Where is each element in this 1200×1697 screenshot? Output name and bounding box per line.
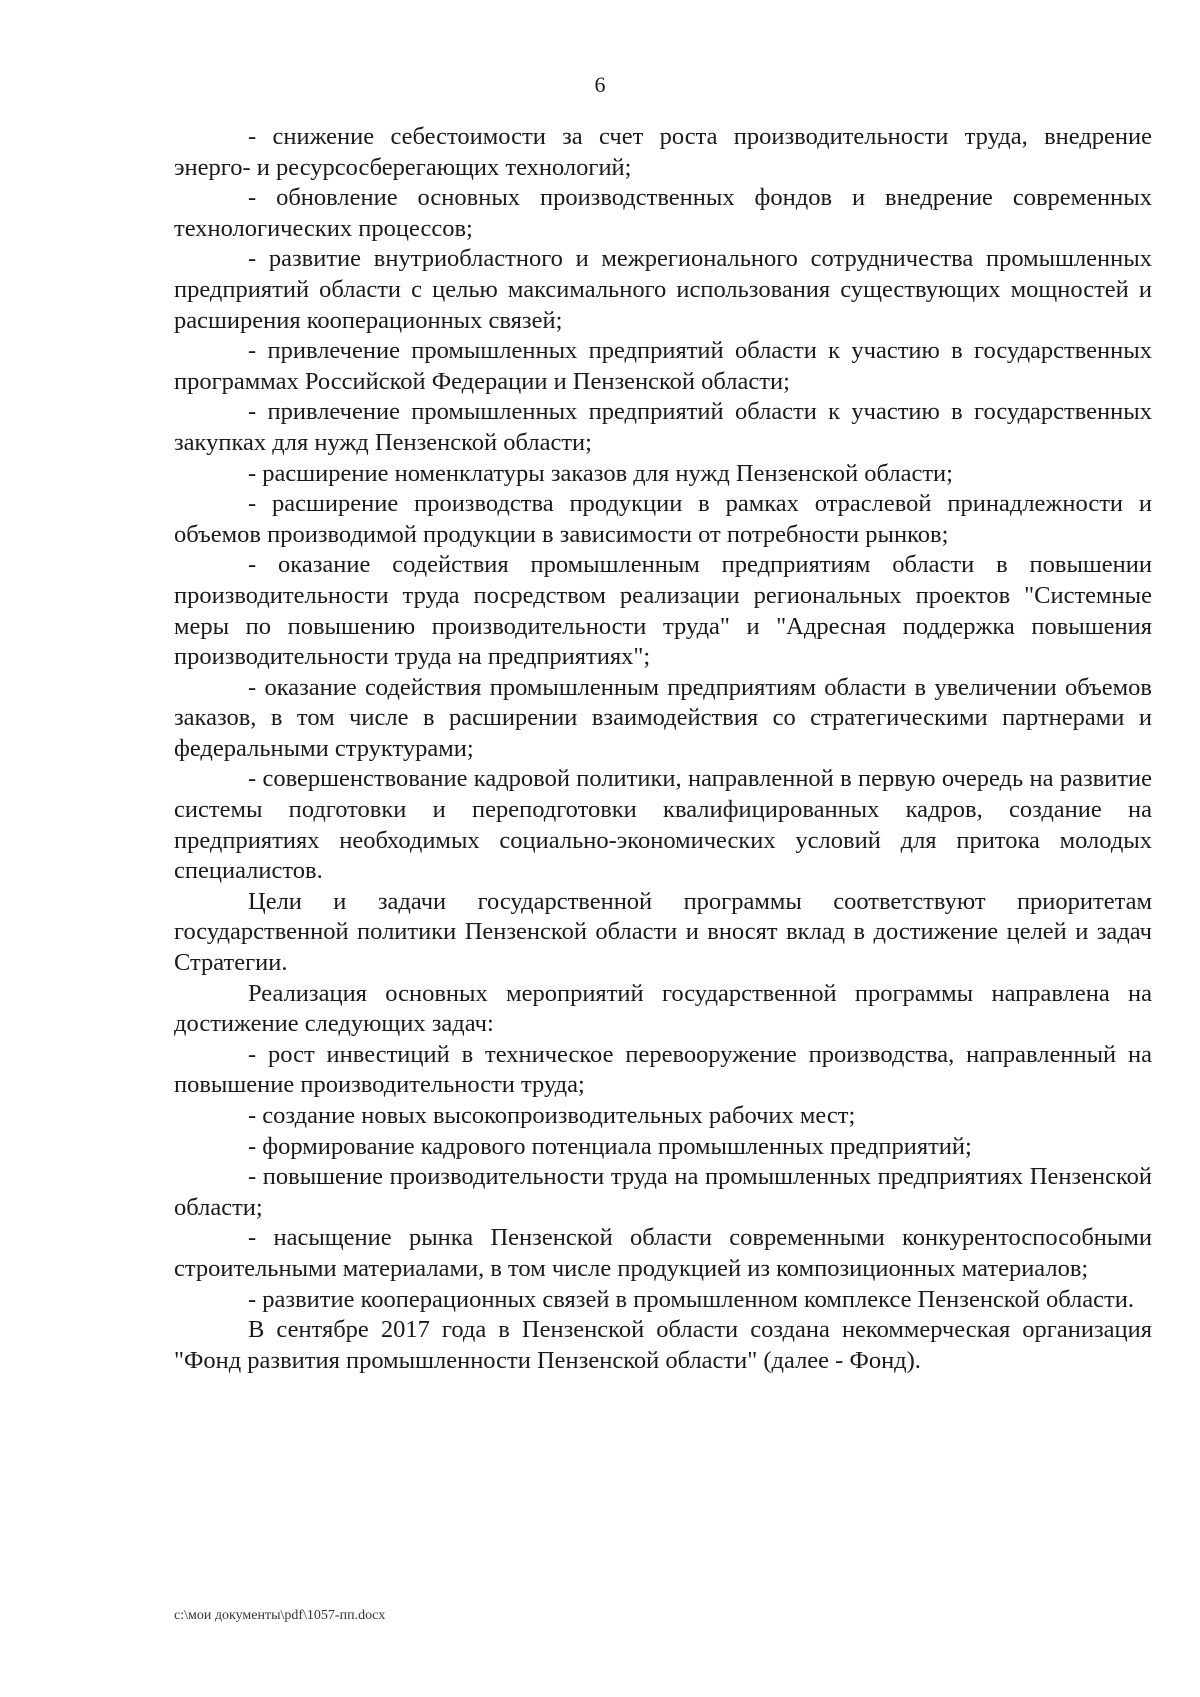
paragraph-4: - привлечение промышленных предприятий области к участию в государственных программах Российской Федерации и Пензенской области; [174, 337, 1152, 395]
body-text [174, 122, 1152, 1376]
paragraph-1: - снижение себестоимости за счет роста производительности труда, внедрение энерго- и ресурсосберегающих технологий; [174, 123, 1152, 181]
paragraph-5: - привлечение промышленных предприятий области к участию в государственных закупках для нужд Пензенской области; [174, 398, 1152, 456]
paragraph-10: - совершенствование кадровой политики, направленной в первую очередь на развитие системы подготовки и переподготовки квалифицированных кадров, создание на предприятиях необходимых социально-экономических условий для притока молодых специалистов. [174, 765, 1152, 885]
paragraph-18: - развитие кооперационных связей в промышленном комплексе Пензенской области. [248, 1285, 1134, 1313]
paragraph-17: - насыщение рынка Пензенской области современными конкурентоспособными строительными материалами, в том числе продукцией из композиционных материалов; [174, 1224, 1152, 1282]
paragraph-9: - оказание содействия промышленным предприятиям области в увеличении объемов заказов, в том числе в расширении взаимодействия со стратегическими партнерами и федеральными структурами; [174, 673, 1152, 762]
paragraph-2: - обновление основных производственных фондов и внедрение современных технологических процессов; [174, 184, 1152, 242]
paragraph-3: - развитие внутриобластного и межрегионального сотрудничества промышленных предприятий области с целью максимального использования существующих мощностей и расширения кооперационных связей; [174, 245, 1152, 334]
paragraph-14: - создание новых высокопроизводительных рабочих мест; [248, 1102, 856, 1129]
paragraph-13: - рост инвестиций в техническое перевооружение производства, направленный на повышение производительности труда; [174, 1040, 1152, 1099]
paragraph-6: - расширение номенклатуры заказов для нужд Пензенской области; [248, 459, 953, 487]
footer-file-path: c:\мои документы\pdf\1057-пп.docx [174, 1608, 386, 1623]
paragraph-19: В сентябре 2017 года в Пензенской области создана некоммерческая организация "Фонд развития промышленности Пензенской области" (далее - Фонд). [174, 1316, 1152, 1374]
paragraph-8: - оказание содействия промышленным предприятиям области в повышении производительности труда посредством реализации региональных проектов "Системные меры по повышению производительности труда" и "Адресная поддержка повышения производительности труда на предприятиях"; [174, 551, 1152, 671]
paragraph-16: - повышение производительности труда на промышленных предприятиях Пензенской области; [174, 1163, 1152, 1221]
paragraph-15: - формирование кадрового потенциала промышленных предприятий; [248, 1132, 972, 1160]
paragraph-12: Реализация основных мероприятий государственной программы направлена на достижение следующих задач: [174, 979, 1152, 1038]
page-number: 6 [594, 72, 606, 97]
paragraph-11: Цели и задачи государственной программы соответствуют приоритетам государственной политики Пензенской области и вносят вклад в достижение целей и задач Стратегии. [174, 887, 1152, 977]
paragraph-7: - расширение производства продукции в рамках отраслевой принадлежности и объемов производимой продукции в зависимости от потребности рынков; [174, 490, 1152, 548]
